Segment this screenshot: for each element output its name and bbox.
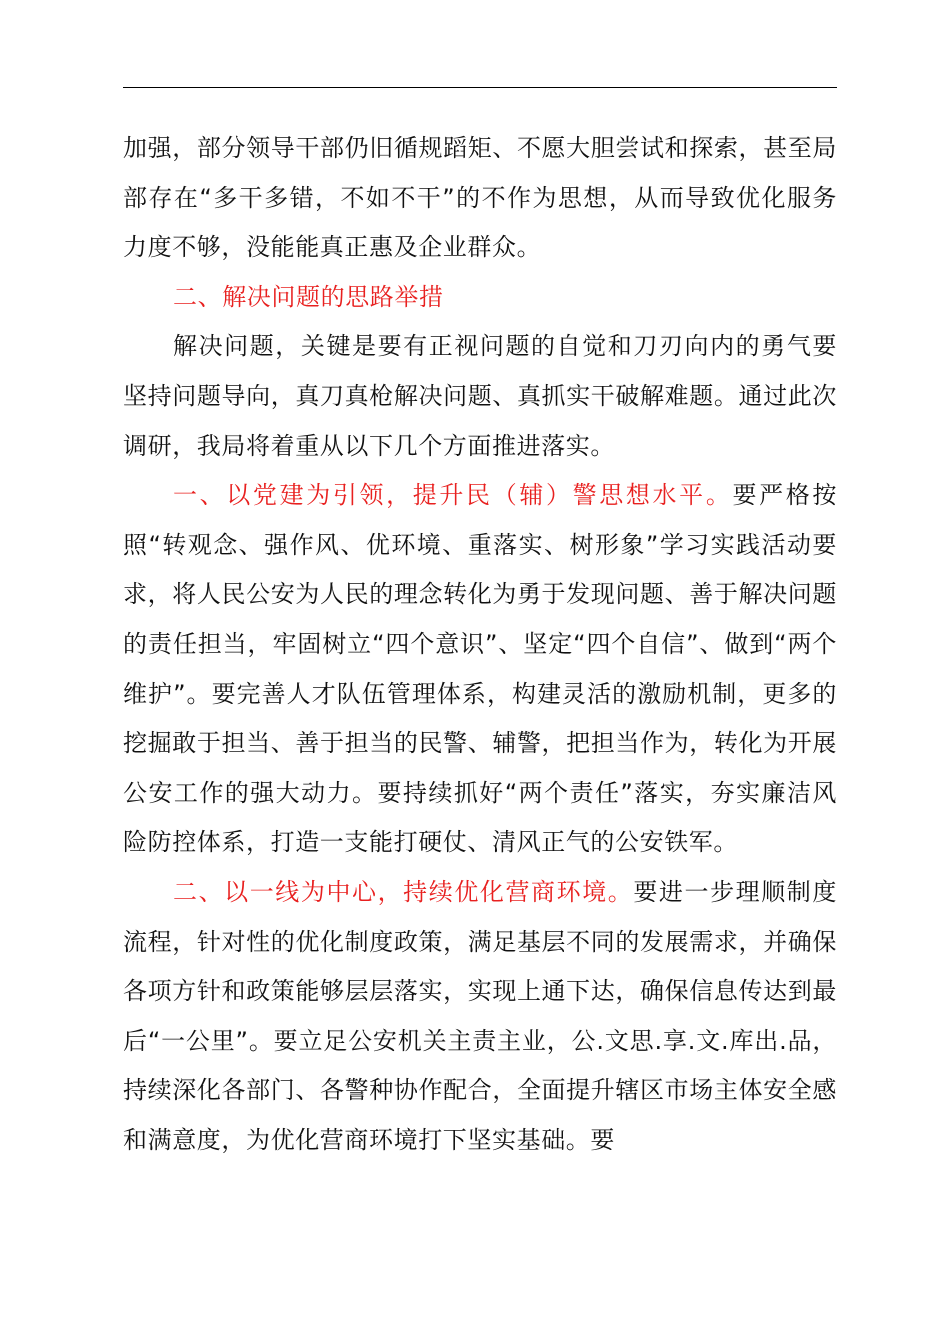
- subheading-party-building: 一、以党建为引领，提升民（辅）警思想水平。: [173, 481, 733, 510]
- section-heading-solutions: 二、解决问题的思路举措: [173, 282, 444, 311]
- subheading-business-environment: 二、以一线为中心，持续优化营商环境。: [173, 877, 634, 906]
- header-rule: [123, 87, 837, 88]
- paragraph-continuation: 加强，部分领导干部仍旧循规蹈矩、不愿大胆尝试和探索，甚至局部存在“多干多错，不如不干”的不作为思想，从而导致优化服务力度不够，没能能真正惠及企业群众。: [123, 134, 837, 262]
- paragraph-business-environment-body: 要进一步理顺制度流程，针对性的优化制度政策，满足基层不同的发展需求，并确保各项方针和政策能够层层落实，实现上通下达，确保信息传达到最后“一公里”。要立足公安机关主责主业，公.文思.享.文.库出.品，持续深化各部门、各警种协作配合，全面提升辖区市场主体安全感和满意度，为优化营商环境打下坚实基础。要: [123, 877, 837, 1154]
- paragraph-intro: 解决问题，关键是要有正视问题的自觉和刀刃向内的勇气要坚持问题导向，真刀真枪解决问题、真抓实干破解难题。通过此次调研，我局将着重从以下几个方面推进落实。: [123, 332, 837, 460]
- document-body: [123, 124, 837, 1165]
- paragraph-business-environment: [123, 868, 837, 1166]
- paragraph-party-building-body: 要严格按照“转观念、强作风、优环境、重落实、树形象”学习实践活动要求，将人民公安为人民的理念转化为勇于发现问题、善于解决问题的责任担当，牢固树立“四个意识”、坚定“四个自信”、做到“两个维护”。要完善人才队伍管理体系，构建灵活的激励机制，更多的挖掘敢于担当、善于担当的民警、辅警，把担当作为，转化为开展公安工作的强大动力。要持续抓好“两个责任”落实，夯实廉洁风险防控体系，打造一支能打硬仗、清风正气的公安铁军。: [123, 481, 837, 857]
- paragraph-party-building: [123, 471, 837, 868]
